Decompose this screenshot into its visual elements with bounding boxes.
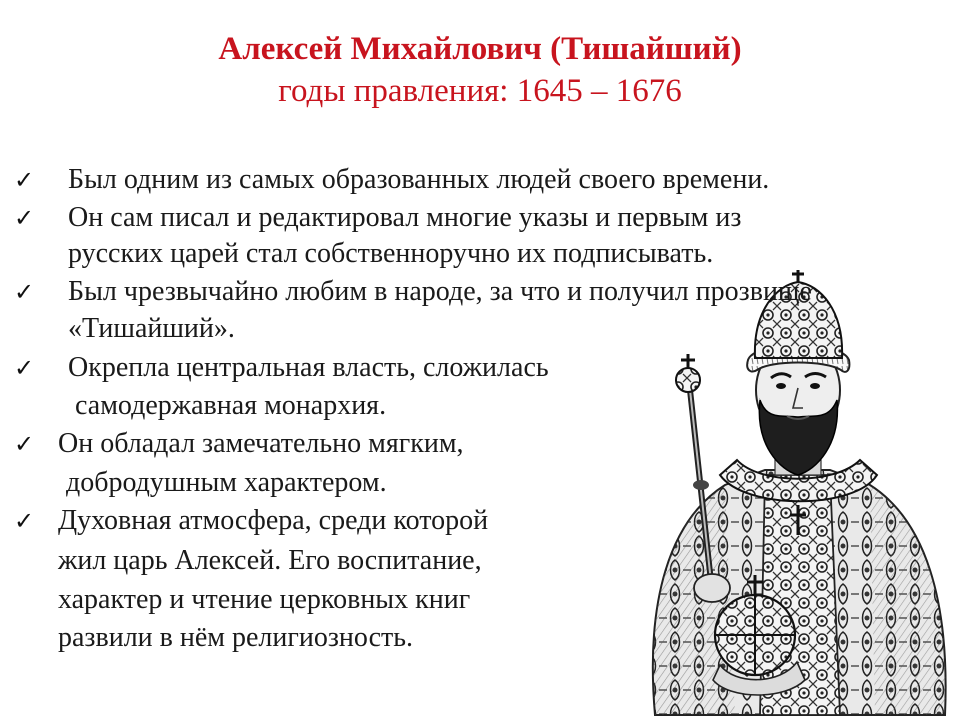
check-icon: ✓ — [14, 430, 35, 458]
bullet-5-line-1: Он обладал замечательно мягким, — [58, 428, 464, 459]
bullet-4-line-1: Окрепла центральная власть, сложилась — [68, 352, 549, 383]
check-icon: ✓ — [14, 204, 35, 232]
bullet-6-line-1: Духовная атмосфера, среди которой — [58, 505, 489, 536]
bullet-1-line-1: Был одним из самых образованных людей своего времени. — [68, 164, 770, 195]
bullet-2-line-2: русских царей стал собственноручно их подписывать. — [68, 238, 714, 269]
bullet-6-line-3: характер и чтение церковных книг — [58, 584, 471, 615]
slide-subtitle: годы правления: 1645 – 1676 — [278, 73, 682, 109]
bullet-2-line-1: Он сам писал и редактировал многие указы и первым из — [68, 202, 742, 233]
bullet-3-line-2: «Тишайший». — [68, 313, 235, 344]
bullet-3-line-1: Был чрезвычайно любим в народе, за что и получил прозвище — [68, 276, 812, 307]
bullet-6-line-2: жил царь Алексей. Его воспитание, — [58, 545, 482, 576]
tsar-portrait-image — [615, 270, 960, 720]
check-icon: ✓ — [14, 166, 35, 194]
check-icon: ✓ — [14, 354, 35, 382]
bullet-6-line-4: развили в нём религиозность. — [58, 622, 414, 653]
check-icon: ✓ — [14, 507, 35, 535]
slide-title: Алексей Михайлович (Тишайший) — [218, 31, 742, 67]
check-icon: ✓ — [14, 278, 35, 306]
bullet-5-line-2: добродушным характером. — [66, 467, 387, 498]
bullet-4-line-2: самодержавная монархия. — [75, 390, 387, 421]
